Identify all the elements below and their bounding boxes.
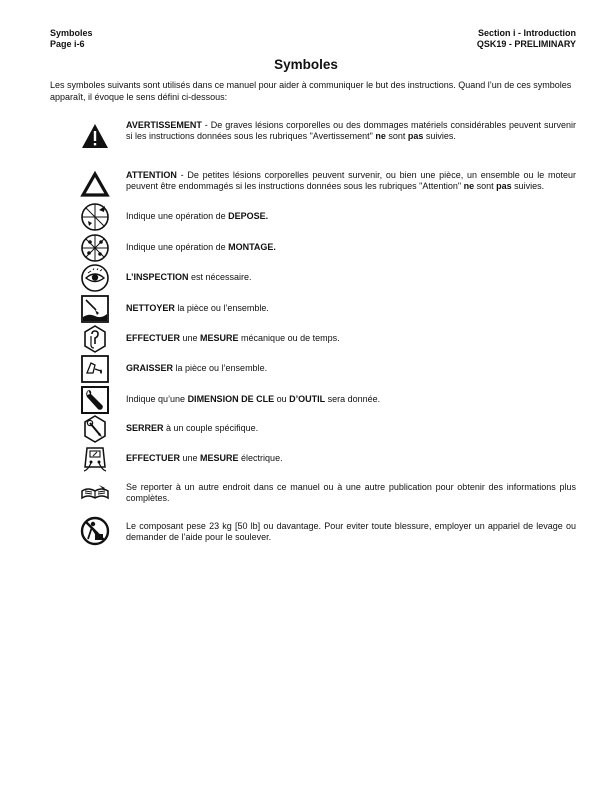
levage-text: Le composant pese 23 kg [50 lb] ou davantage. Pour eviter toute blessure, employer un appariel de levage ou demander de l’aide pour le soulever. <box>126 521 576 542</box>
open-book-reference-icon <box>79 476 111 508</box>
torque-wrench-icon <box>79 413 111 445</box>
graisser-text: GRAISSER la pièce ou l’ensemble. <box>126 363 268 373</box>
lubricate-icon <box>79 353 111 385</box>
mechanical-measure-icon <box>79 323 111 355</box>
inspection-text: L’INSPECTION est nécessaire. <box>126 272 252 282</box>
installation-icon <box>79 232 111 264</box>
serrer-text: SERRER à un couple spécifique. <box>126 423 259 433</box>
header-section-name: Symboles <box>50 28 93 38</box>
nettoyer-text: NETTOYER la pièce ou l’ensemble. <box>126 303 269 313</box>
depose-text: Indique une opération de DEPOSE. <box>126 211 269 221</box>
heavy-lift-icon <box>79 515 111 547</box>
reference-text: Se reporter à un autre endroit dans ce manuel ou à une autre publication pour obtenir des informations plus complètes. <box>126 482 576 503</box>
wrench-icon <box>79 384 111 416</box>
mesure-electrique-text: EFFECTUER une MESURE électrique. <box>126 453 283 463</box>
warning-triangle-filled-icon <box>79 120 111 152</box>
eye-inspection-icon <box>79 262 111 294</box>
cle-text: Indique qu’une DIMENSION DE CLE ou D’OUTIL sera donnée. <box>126 394 381 404</box>
montage-text: Indique une opération de MONTAGE. <box>126 242 276 252</box>
page-header-left <box>50 28 93 49</box>
header-model: QSK19 - PRELIMINARY <box>476 38 576 49</box>
attention-triangle-outline-icon <box>79 168 111 200</box>
mesure-mecanique-text: EFFECTUER une MESURE mécanique ou de temps. <box>126 333 340 343</box>
page-title: Symboles <box>274 57 338 72</box>
warning-text: AVERTISSEMENT - De graves lésions corporelles ou des dommages matériels considérables peuvent survenir si les instructions données sous les rubriques "Avertissement" ne sont pas suivies. <box>126 120 576 141</box>
page-header-right <box>477 28 576 49</box>
removal-icon <box>79 201 111 233</box>
electrical-measure-icon <box>79 443 111 475</box>
attention-text: ATTENTION - De petites lésions corporelles peuvent survenir, ou bien une pièce, un ensemble ou le moteur peuvent être endommagés si les instructions données sous les rubriques "Attention" ne sont pas suivies. <box>126 170 576 191</box>
header-page-number: Page i-6 <box>50 38 85 49</box>
header-section-title: Section i - Introduction <box>478 28 576 38</box>
intro-paragraph: Les symboles suivants sont utilisés dans ce manuel pour aider à communiquer le but des instructions. Quand l’un de ces symboles apparaît, il évoque le sens défini ci-dessous: <box>50 80 572 102</box>
cleaning-icon <box>79 293 111 325</box>
